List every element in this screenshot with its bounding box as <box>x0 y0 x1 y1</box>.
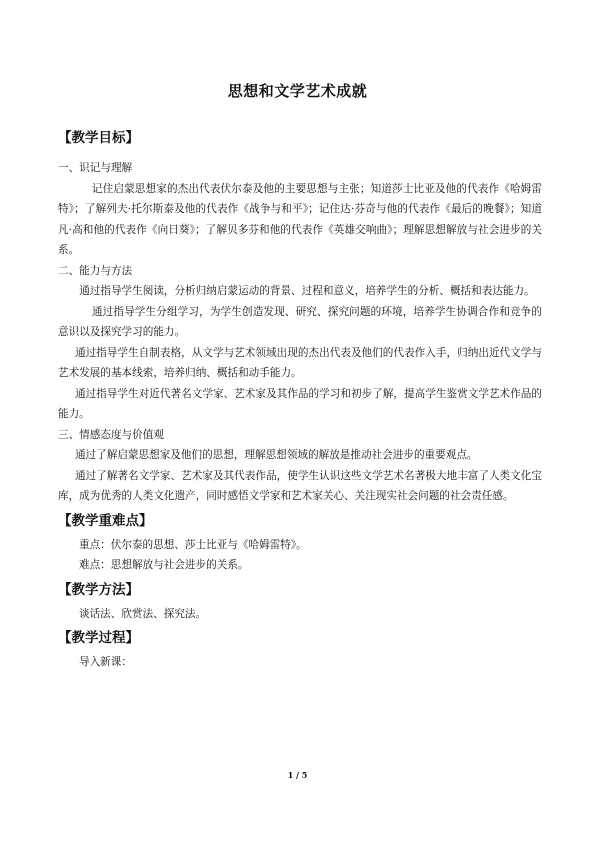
paragraph-goals-3: 通过指导学生分组学习，为学生创造发现、研究、探究问题的环境，培养学生协调合作和竞争的意识以及探究学习的能力。 <box>58 305 542 338</box>
paragraph-goals-5: 通过指导学生对近代著名文学家、艺术家及其作品的学习和初步了解，提高学生鉴赏文学艺术作品的能力。 <box>58 387 542 420</box>
section-heading-keypoints: 【教学重难点】 <box>58 512 153 529</box>
section-heading-methods: 【教学方法】 <box>58 581 139 598</box>
subheading-ability: 二、能力与方法 <box>58 264 133 277</box>
paragraph-methods: 谈话法、欣赏法、探究法。 <box>79 607 207 620</box>
section-heading-process: 【教学过程】 <box>58 630 139 646</box>
document-title: 思想和文学艺术成就 <box>227 82 368 100</box>
page-number: 1 / 5 <box>287 770 308 780</box>
subheading-values: 三、情感态度与价值观 <box>58 428 164 441</box>
subheading-understanding: 一、识记与理解 <box>58 162 133 174</box>
section-heading-goals: 【教学目标】 <box>58 130 139 146</box>
paragraph-keypoint-focus: 重点：伏尔泰的思想、莎士比亚与《哈姆雷特》。 <box>79 538 307 551</box>
document-body <box>58 128 542 673</box>
paragraph-keypoint-difficulty: 难点：思想解放与社会进步的关系。 <box>79 559 249 571</box>
paragraph-process-intro: 导入新课： <box>79 656 132 668</box>
paragraph-goals-2: 通过指导学生阅读，分析归纳启蒙运动的背景、过程和意义，培养学生的分析、概括和表达能力。 <box>79 285 535 297</box>
paragraph-goals-6: 通过了解启蒙思想家及他们的思想，理解思想领域的解放是推动社会进步的重要观点。 <box>74 449 478 461</box>
paragraph-goals-4: 通过指导学生自制表格，从文学与艺术领域出现的杰出代表及他们的代表作入手，归纳出近代文学与艺术发展的基本线索，培养归纳、概括和动手能力。 <box>58 346 542 379</box>
paragraph-goals-7: 通过了解著名文学家、艺术家及其代表作品，使学生认识这些文学艺术名著极大地丰富了人类文化宝库，成为优秀的人类文化遗产，同时感悟文学家和艺术家关心、关注现实社会问题的社会责任感。 <box>58 469 542 502</box>
paragraph-goals-1: 记住启蒙思想家的杰出代表伏尔泰及他的主要思想与主张；知道莎士比亚及他的代表作《哈姆雷特》；了解列夫·托尔斯泰及他的代表作《战争与和平》；记住达·芬奇与他的代表作《最后的晚餐》；知道凡·高和他的代表作《向日葵》；了解贝多芬和他的代表作《英雄交响曲》；理解思想解放与社会进步的关系。 <box>58 182 542 256</box>
